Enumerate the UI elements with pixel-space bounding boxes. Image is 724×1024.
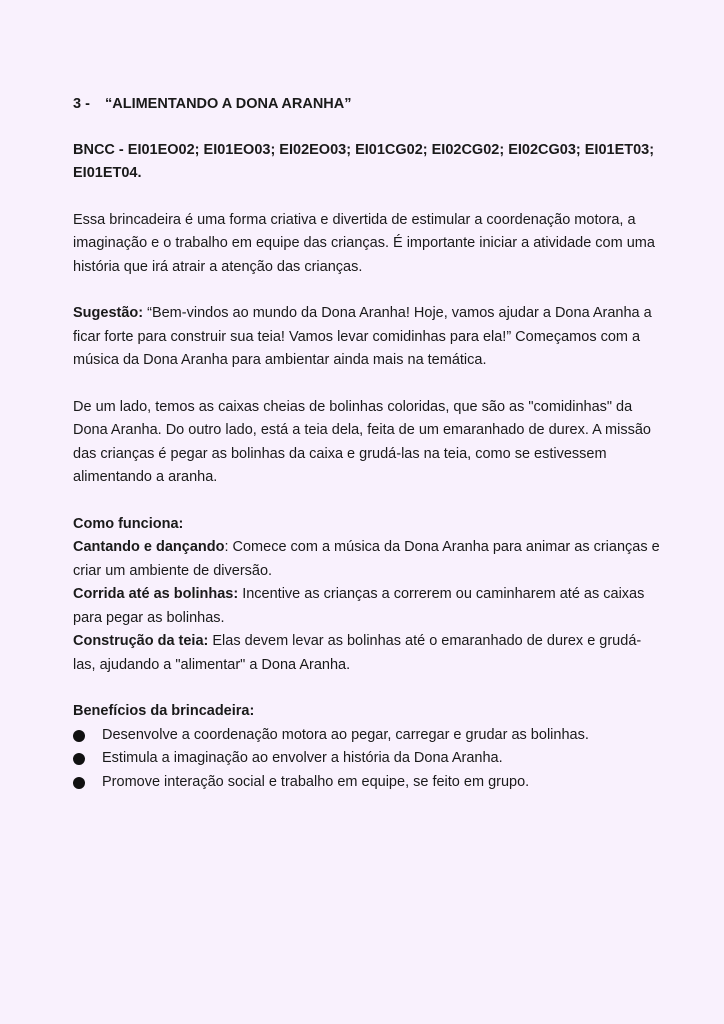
step-label: Construção da teia: [73, 633, 209, 649]
suggestion-label: Sugestão: [73, 305, 144, 321]
step-item [73, 630, 663, 677]
list-item [73, 724, 663, 748]
step-label: Cantando e dançando [73, 539, 225, 555]
benefits-list [73, 724, 663, 795]
description-paragraph: De um lado, temos as caixas cheias de bolinhas coloridas, que são as "comidinhas" da Dona Aranha. Do outro lado, está a teia dela, feita de um emaranhado de durex. A missão das crianças é pegar as bolinhas da caixa e grudá-las na teia, como se estivessem alimentando a aranha. [73, 398, 651, 485]
suggestion-text: “Bem-vindos ao mundo da Dona Aranha! Hoje, vamos ajudar a Dona Aranha a ficar forte para construir sua teia! Vamos levar comidinhas para ela!” Começamos com a música da Dona Aranha para ambientar ainda mais na temática. [73, 305, 652, 368]
step-item [73, 583, 663, 630]
section-title [73, 93, 663, 117]
benefit-text: Desenvolve a coordenação motora ao pegar, carregar e grudar as bolinhas. [102, 726, 589, 743]
list-item [73, 771, 663, 795]
section-title-text: “ALIMENTANDO A DONA ARANHA” [105, 96, 352, 112]
how-it-works-heading: Como funciona: [73, 515, 184, 532]
how-it-works-section [73, 513, 663, 678]
step-text: Incentive as crianças a correrem ou caminharem até as caixas para pegar as bolinhas. [73, 586, 645, 626]
bullet-icon [73, 730, 85, 742]
document-page [73, 93, 663, 794]
step-text: Elas devem levar as bolinhas até o emaranhado de durex e grudá-las, ajudando a "alimentar" a Dona Aranha. [73, 633, 642, 673]
bullet-icon [73, 777, 85, 789]
step-text: : Comece com a música da Dona Aranha para animar as crianças e criar um ambiente de diversão. [73, 539, 660, 579]
section-number: 3 - [73, 96, 90, 112]
bncc-codes: BNCC - EI01EO02; EI01EO03; EI02EO03; EI01CG02; EI02CG02; EI02CG03; EI01ET03; EI01ET04. [73, 141, 655, 181]
benefit-text: Estimula a imaginação ao envolver a história da Dona Aranha. [102, 750, 503, 766]
step-item [73, 536, 663, 583]
list-item [73, 747, 663, 771]
suggestion-paragraph [73, 302, 663, 373]
step-label: Corrida até as bolinhas: [73, 586, 239, 602]
bullet-icon [73, 753, 85, 765]
intro-paragraph: Essa brincadeira é uma forma criativa e divertida de estimular a coordenação motora, a imaginação e o trabalho em equipe das crianças. É importante iniciar a atividade com uma história que irá atrair a atenção das crianças. [73, 211, 655, 275]
benefit-text: Promove interação social e trabalho em equipe, se feito em grupo. [102, 773, 530, 790]
benefits-heading: Benefícios da brincadeira: [73, 703, 255, 719]
benefits-section [73, 700, 663, 794]
